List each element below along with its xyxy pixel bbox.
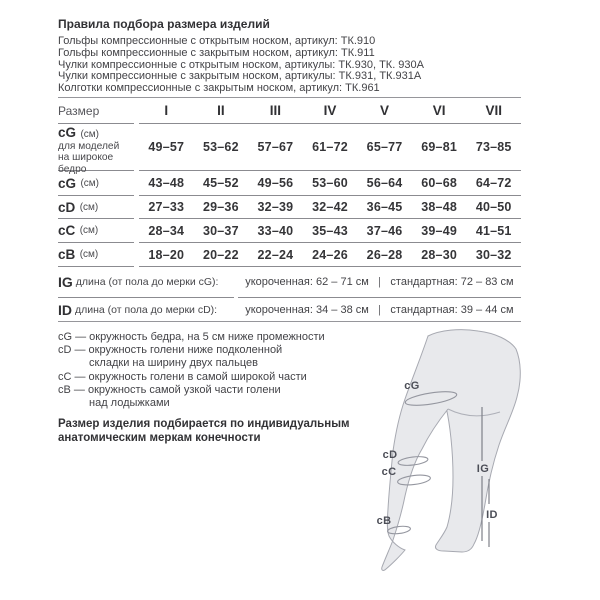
- row-values: [238, 298, 521, 321]
- column-header: VI: [432, 103, 446, 118]
- diagram-label-ig: IG: [476, 463, 490, 475]
- cell-value: 35–43: [312, 223, 348, 238]
- row-label: [58, 298, 234, 321]
- cell-value: 32–39: [257, 200, 294, 214]
- cell-value: 60–68: [421, 176, 458, 190]
- row-label: [58, 219, 134, 243]
- measure-unit: (см): [80, 177, 100, 189]
- diagram-label-cb: cB: [376, 515, 392, 527]
- table-row-cg-wide: [58, 124, 521, 175]
- cell-value: 18–20: [148, 247, 185, 262]
- column-header: III: [269, 103, 282, 118]
- product-line: Чулки компрессионные с открытым носком, артикулы: ТК.930, ТК. 930А: [58, 58, 424, 71]
- cell-value: 30–37: [202, 223, 239, 238]
- length-standard-value: стандартная: 72 – 83 см: [390, 276, 514, 288]
- row-label: [58, 171, 134, 196]
- cell-value: 49–57: [148, 140, 185, 154]
- cell-value: 28–30: [421, 247, 458, 262]
- measure-unit: (см): [80, 129, 100, 140]
- legend-line: cC — окружность голени в самой широкой части: [58, 370, 307, 383]
- measure-code: cG: [58, 175, 77, 191]
- value-divider: |: [378, 276, 381, 288]
- length-short-value: укороченная: 62 – 71 см: [245, 276, 369, 288]
- column-header: I: [164, 103, 169, 118]
- cell-value: 39–49: [421, 223, 458, 238]
- table-header-row: [58, 98, 521, 124]
- measure-code: cG: [58, 125, 77, 140]
- cell-value: 30–32: [475, 247, 512, 262]
- table-row-cb: [58, 243, 521, 267]
- measure-code: IG: [58, 274, 73, 290]
- cell-value: 43–48: [148, 176, 185, 190]
- sizing-note: [58, 418, 350, 445]
- cell-value: 32–42: [312, 200, 348, 214]
- length-short-value: укороченная: 34 – 38 см: [245, 303, 369, 316]
- page-title: Правила подбора размера изделий: [58, 17, 270, 31]
- column-header: V: [380, 103, 390, 118]
- legend-line: cD — окружность голени ниже подколенной: [58, 344, 283, 357]
- row-label-note: на широкое: [58, 152, 114, 164]
- size-table: [58, 97, 521, 322]
- row-label: [58, 243, 134, 267]
- row-label: [58, 124, 134, 175]
- measurement-legend: [58, 331, 325, 410]
- product-list: [58, 36, 424, 95]
- table-row-cg: [58, 171, 521, 196]
- measure-code: cB: [58, 247, 76, 262]
- cell-value: 27–33: [148, 200, 185, 214]
- value-divider: |: [378, 303, 381, 316]
- table-header-columns: [139, 98, 521, 124]
- row-label-note: бедро: [58, 163, 87, 175]
- table-row-id: [58, 298, 521, 321]
- table-row-cd: [58, 196, 521, 219]
- diagram-label-cd: cD: [382, 449, 398, 461]
- product-line: Гольфы компрессионные с открытым носком, артикул: ТК.910: [58, 35, 376, 47]
- length-desc: длина (от пола до мерки cG):: [75, 276, 219, 288]
- cell-value: 61–72: [312, 140, 348, 154]
- cell-value: 69–81: [421, 140, 458, 154]
- row-label: [58, 196, 134, 219]
- length-desc: длина (от пола до мерки cD):: [75, 303, 218, 316]
- cell-value: 33–40: [257, 223, 294, 238]
- legend-line: над лодыжками: [89, 397, 170, 410]
- measure-unit: (см): [79, 201, 99, 213]
- row-label-note: для моделей: [58, 141, 120, 152]
- length-standard-value: стандартная: 39 – 44 см: [390, 303, 514, 316]
- legend-line: складки на ширину двух пальцев: [89, 357, 258, 370]
- cell-value: 38–48: [421, 200, 458, 214]
- cell-value: 26–28: [366, 247, 403, 262]
- size-column-label: Размер: [58, 98, 134, 124]
- row-values: [139, 124, 521, 171]
- measure-unit: (см): [79, 225, 99, 236]
- sizing-note-line: Размер изделия подбирается по индивидуальным: [58, 418, 350, 430]
- cell-value: 36–45: [366, 200, 403, 214]
- legend-line: cB — окружность самой узкой части голени: [58, 383, 281, 396]
- cell-value: 20–22: [202, 247, 239, 262]
- cell-value: 22–24: [257, 247, 294, 262]
- cell-value: 53–60: [312, 176, 348, 190]
- diagram-label-id: ID: [486, 509, 498, 521]
- cell-value: 57–67: [257, 140, 294, 154]
- measure-code: cD: [58, 199, 76, 215]
- row-values: [139, 219, 521, 243]
- measure-code: ID: [58, 301, 72, 318]
- cell-value: 24–26: [312, 247, 348, 262]
- product-line: Гольфы компрессионные с закрытым носком, артикул: ТК.911: [58, 46, 375, 59]
- cell-value: 37–46: [366, 223, 403, 238]
- cell-value: 45–52: [202, 176, 239, 190]
- leg-diagram: [360, 322, 555, 600]
- row-values: [139, 171, 521, 196]
- product-line: Колготки компрессионные с закрытым носком, артикул: ТК.961: [58, 82, 380, 95]
- cell-value: 41–51: [475, 223, 512, 238]
- diagram-label-cc: cC: [381, 466, 397, 478]
- cell-value: 49–56: [257, 176, 294, 190]
- row-values: [238, 267, 521, 298]
- table-row-cc: [58, 219, 521, 243]
- cell-value: 40–50: [475, 200, 512, 214]
- cell-value: 65–77: [366, 140, 403, 154]
- row-label: [58, 267, 234, 298]
- cell-value: 73–85: [475, 140, 512, 154]
- row-values: [139, 196, 521, 219]
- column-header: IV: [323, 103, 337, 118]
- column-header: VII: [485, 103, 502, 118]
- cell-value: 53–62: [202, 140, 239, 154]
- cell-value: 28–34: [148, 223, 185, 238]
- cell-value: 64–72: [475, 176, 512, 190]
- legend-line: cG — окружность бедра, на 5 см ниже промежности: [58, 331, 325, 343]
- product-line: Чулки компрессионные с закрытым носком, артикулы: ТК.931, ТК.931А: [58, 70, 422, 83]
- cell-value: 56–64: [366, 176, 403, 190]
- row-values: [139, 243, 521, 267]
- measure-unit: (см): [79, 249, 99, 260]
- sizing-note-line: анатомическим меркам конечности: [58, 431, 261, 444]
- column-header: II: [217, 103, 225, 118]
- diagram-label-cg: cG: [404, 380, 420, 392]
- measure-code: cC: [58, 223, 76, 238]
- table-row-ig: [58, 267, 521, 298]
- cell-value: 29–36: [202, 200, 239, 214]
